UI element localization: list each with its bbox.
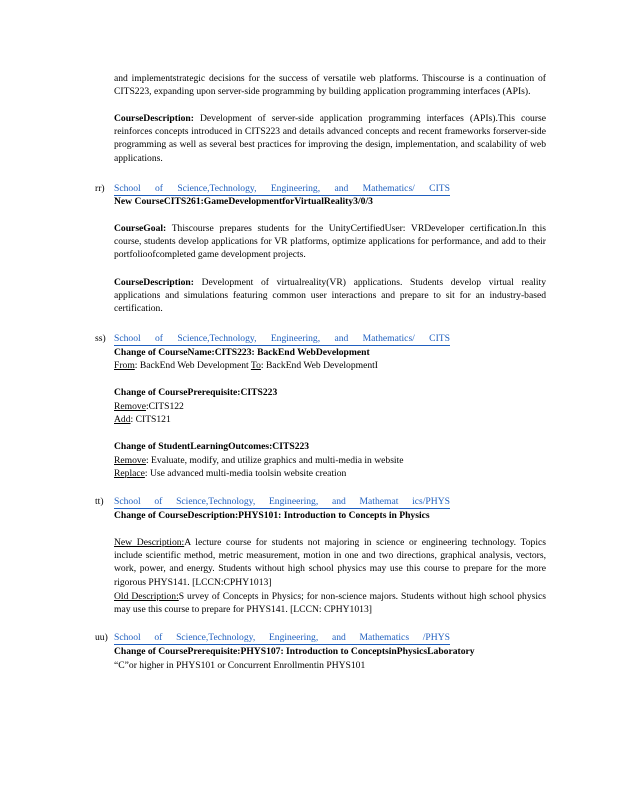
school-link-uu[interactable] bbox=[114, 631, 450, 645]
school-link-word: Mathemat bbox=[359, 496, 399, 507]
rr-course-goal bbox=[114, 222, 546, 262]
new-description-label: New Description: bbox=[114, 537, 185, 548]
tt-heading: Change of CourseDescription:PHYS101: Introduction to Concepts in Physics bbox=[114, 510, 430, 521]
school-link-word: of bbox=[154, 496, 163, 507]
rr-heading: New CourseCITS261:GameDevelopmentforVirtualReality3/0/3 bbox=[114, 196, 373, 207]
ss-heading-outcomes: Change of StudentLearningOutcomes:CITS223 bbox=[114, 441, 310, 452]
ss-remove-line bbox=[114, 400, 546, 413]
to-label: To bbox=[250, 360, 261, 371]
intro-paragraph: and implementstrategic decisions for the success of versatile web platforms. Thiscourse is a continuation of CITS223, expanding upon server-side programming by building application programming interfaces (APIs). bbox=[114, 73, 546, 98]
replace-text: : Use advanced multi-media toolsin website creation bbox=[144, 468, 347, 479]
school-link-word: of bbox=[154, 632, 163, 643]
school-link-word: Mathematics/ bbox=[362, 183, 415, 194]
from-label: From bbox=[114, 360, 135, 371]
school-link-word: of bbox=[154, 183, 163, 194]
old-description-label: Old Description: bbox=[114, 591, 179, 602]
school-link-tt[interactable] bbox=[114, 495, 450, 509]
ss-remove-outcome-line bbox=[114, 454, 546, 467]
item-label-uu: uu) bbox=[95, 632, 108, 643]
school-link-word: School bbox=[114, 496, 141, 507]
add-label: Add bbox=[114, 414, 131, 425]
school-link-word: CITS bbox=[429, 333, 450, 344]
school-link-word: of bbox=[154, 333, 163, 344]
school-link-word: and bbox=[331, 632, 346, 643]
school-link-word: Science,Technology, bbox=[176, 632, 256, 643]
ss-heading-prerequisite: Change of CoursePrerequisite:CITS223 bbox=[114, 387, 278, 398]
course-description-text: Development of server-side application programming interfaces (APIs).This course reinforces concepts introduced in CITS223 and details advanced concepts and recent frameworks forserver-side programming as well as several best practices for improving the design, implementation, and scalability of web applications. bbox=[114, 113, 547, 164]
remove-label: Remove bbox=[114, 455, 146, 466]
school-link-word: Engineering, bbox=[270, 333, 321, 344]
intro-course-description bbox=[114, 112, 546, 165]
item-label-tt: tt) bbox=[95, 496, 104, 507]
remove-text: :CITS122 bbox=[145, 401, 184, 412]
item-label-ss: ss) bbox=[95, 333, 106, 344]
old-description-text: S urvey of Concepts in Physics; for non-science majors. Students without high school physics may use this course to prepare for PHYS141. [LCCN: CPHY1013] bbox=[114, 591, 547, 616]
school-link-word: CITS bbox=[429, 183, 450, 194]
school-link-word: Engineering, bbox=[268, 632, 319, 643]
from-text: : BackEnd Web Development bbox=[134, 360, 249, 371]
school-link-ss[interactable] bbox=[114, 332, 450, 346]
school-link-word: Science,Technology, bbox=[177, 333, 257, 344]
school-link-word: ics/PHYS bbox=[412, 496, 450, 507]
uu-heading: Change of CoursePrerequisite:PHYS107: Introduction to ConceptsinPhysicsLaboratory bbox=[114, 646, 475, 657]
to-text: : BackEnd Web DevelopmentI bbox=[260, 360, 378, 371]
tt-old-description bbox=[114, 590, 546, 616]
ss-heading-name-change: Change of CourseName:CITS223: BackEnd WebDevelopment bbox=[114, 347, 370, 358]
rr-course-description bbox=[114, 276, 546, 316]
ss-add-line bbox=[114, 413, 546, 426]
ss-replace-line bbox=[114, 467, 546, 480]
course-goal-label: CourseGoal: bbox=[114, 223, 167, 234]
school-link-word: and bbox=[334, 333, 349, 344]
course-description-label: CourseDescription: bbox=[114, 277, 194, 288]
new-description-text: A lecture course for students not majoring in science or engineering technology. Topics include scientific method, metric measurement, motion in one and two directions, graphical analysis, vectors, work, power, and energy. Students without high school physics may use this course to prepare for the more rigorous PHYS141. [LCCN:CPHY1013] bbox=[114, 537, 546, 588]
add-text: : CITS121 bbox=[130, 414, 171, 425]
school-link-word: Mathematics/ bbox=[362, 333, 415, 344]
school-link-word: School bbox=[114, 183, 141, 194]
school-link-word: Engineering, bbox=[270, 183, 321, 194]
school-link-word: and bbox=[334, 183, 349, 194]
course-description-label: CourseDescription: bbox=[114, 113, 194, 124]
school-link-word: Engineering, bbox=[268, 496, 319, 507]
school-link-word: and bbox=[331, 496, 346, 507]
tt-new-description bbox=[114, 536, 546, 589]
school-link-word: School bbox=[114, 333, 141, 344]
school-link-word: Science,Technology, bbox=[177, 183, 257, 194]
remove-label: Remove bbox=[114, 401, 146, 412]
school-link-word: /PHYS bbox=[422, 632, 450, 643]
uu-prerequisite-text: “C”or higher in PHYS101 or Concurrent Enrollmentin PHYS101 bbox=[114, 660, 366, 671]
school-link-word: Mathematics bbox=[359, 632, 410, 643]
school-link-word: School bbox=[114, 632, 141, 643]
school-link-word: Science,Technology, bbox=[176, 496, 256, 507]
course-goal-text: Thiscourse prepares students for the UnityCertifiedUser: VRDeveloper certification.In this course, students develop applications for VR platforms, optimize applications for performance, and add to their portfolioofcompleted game development projects. bbox=[114, 223, 546, 261]
remove-text: : Evaluate, modify, and utilize graphics and multi-media in website bbox=[145, 455, 404, 466]
item-label-rr: rr) bbox=[95, 183, 105, 194]
course-description-text: Development of virtualreality(VR) applications. Students develop virtual reality applications and simulations featuring common user interactions and prepare to sit for an industry-based certification. bbox=[114, 277, 547, 315]
ss-from-to-line bbox=[114, 359, 546, 372]
replace-label: Replace bbox=[114, 468, 145, 479]
